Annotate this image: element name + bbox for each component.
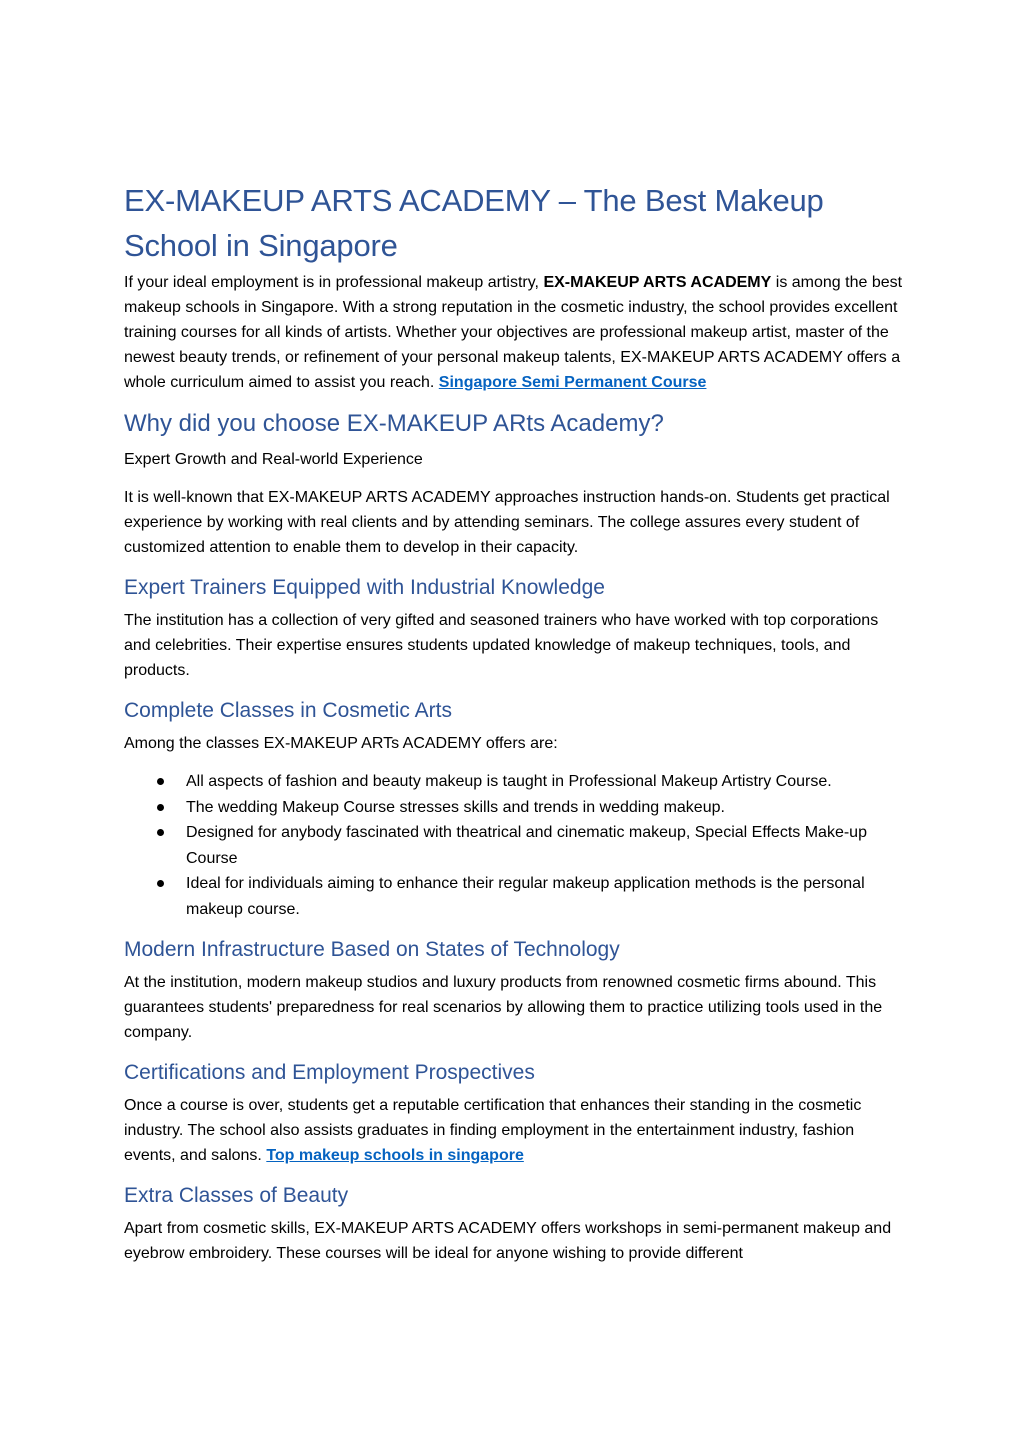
- why-heading: Why did you choose EX-MAKEUP ARts Academy?: [124, 410, 664, 437]
- bullet-icon: [157, 804, 164, 811]
- intro-paragraph: [124, 270, 904, 395]
- extra-classes-heading: Extra Classes of Beauty: [124, 1184, 349, 1207]
- bullet-icon: [157, 829, 164, 836]
- trainers-paragraph: The institution has a collection of very gifted and seasoned trainers who have worked with top corporations and celebrities. Their expertise ensures students updated knowledge of makeup techniques, tools, and products.: [124, 612, 879, 679]
- intro-text-end: is among the best makeup schools in Singapore. With a strong reputation in the cosmetic industry, the school provides excellent training courses for all kinds of artists. Whether your objectives are professional makeup artist, master of the newest beauty trends, or refinement of your personal makeup talents, EX-MAKEUP ARTS ACADEMY offers a whole curriculum aimed to assist you reach.: [124, 274, 903, 391]
- list-item: [124, 795, 904, 821]
- bullet-icon: [157, 880, 164, 887]
- document-page: [124, 178, 904, 1279]
- why-subline: Expert Growth and Real-world Experience: [124, 451, 423, 468]
- bullet-icon: [157, 778, 164, 785]
- list-item-text: Designed for anybody fascinated with theatrical and cinematic makeup, Special Effects Make-up Course: [186, 824, 867, 867]
- list-item: [124, 871, 904, 922]
- trainers-heading: Expert Trainers Equipped with Industrial Knowledge: [124, 576, 605, 599]
- classes-lead: Among the classes EX-MAKEUP ARTs ACADEMY offers are:: [124, 735, 558, 752]
- certifications-paragraph: [124, 1093, 904, 1168]
- document-title: EX-MAKEUP ARTS ACADEMY – The Best Makeup School in Singapore: [124, 183, 824, 263]
- intro-bold-name: EX-MAKEUP ARTS ACADEMY: [543, 274, 772, 291]
- certifications-heading: Certifications and Employment Prospectives: [124, 1061, 535, 1084]
- intro-text-start: If your ideal employment is in professional makeup artistry,: [124, 274, 544, 291]
- extra-classes-paragraph: Apart from cosmetic skills, EX-MAKEUP ARTS ACADEMY offers workshops in semi-permanent makeup and eyebrow embroidery. These courses will be ideal for anyone wishing to provide different: [124, 1220, 892, 1262]
- classes-list: [124, 769, 904, 922]
- list-item: [124, 769, 904, 795]
- list-item-text: All aspects of fashion and beauty makeup is taught in Professional Makeup Artistry Course.: [186, 773, 832, 790]
- singapore-semi-permanent-course-link[interactable]: Singapore Semi Permanent Course: [438, 374, 707, 391]
- infrastructure-paragraph: At the institution, modern makeup studios and luxury products from renowned cosmetic firms abound. This guarantees students' preparedness for real scenarios by allowing them to practice utilizing tools used in the company.: [124, 974, 883, 1041]
- list-item-text: The wedding Makeup Course stresses skills and trends in wedding makeup.: [186, 798, 725, 816]
- list-item: [124, 820, 904, 871]
- infrastructure-heading: Modern Infrastructure Based on States of Technology: [124, 938, 620, 961]
- certifications-text: Once a course is over, students get a reputable certification that enhances their standing in the cosmetic industry. The school also assists graduates in finding employment in the entertainment industry, fashion events, and salons.: [124, 1097, 862, 1164]
- classes-heading: Complete Classes in Cosmetic Arts: [124, 699, 452, 722]
- why-paragraph: It is well-known that EX-MAKEUP ARTS ACADEMY approaches instruction hands-on. Students get practical experience by working with real clients and by attending seminars. The college assures every student of customized attention to enable them to develop in their capacity.: [124, 489, 890, 556]
- list-item-text: Ideal for individuals aiming to enhance their regular makeup application methods is the personal makeup course.: [186, 875, 865, 918]
- top-makeup-schools-link[interactable]: Top makeup schools in singapore: [266, 1147, 524, 1164]
